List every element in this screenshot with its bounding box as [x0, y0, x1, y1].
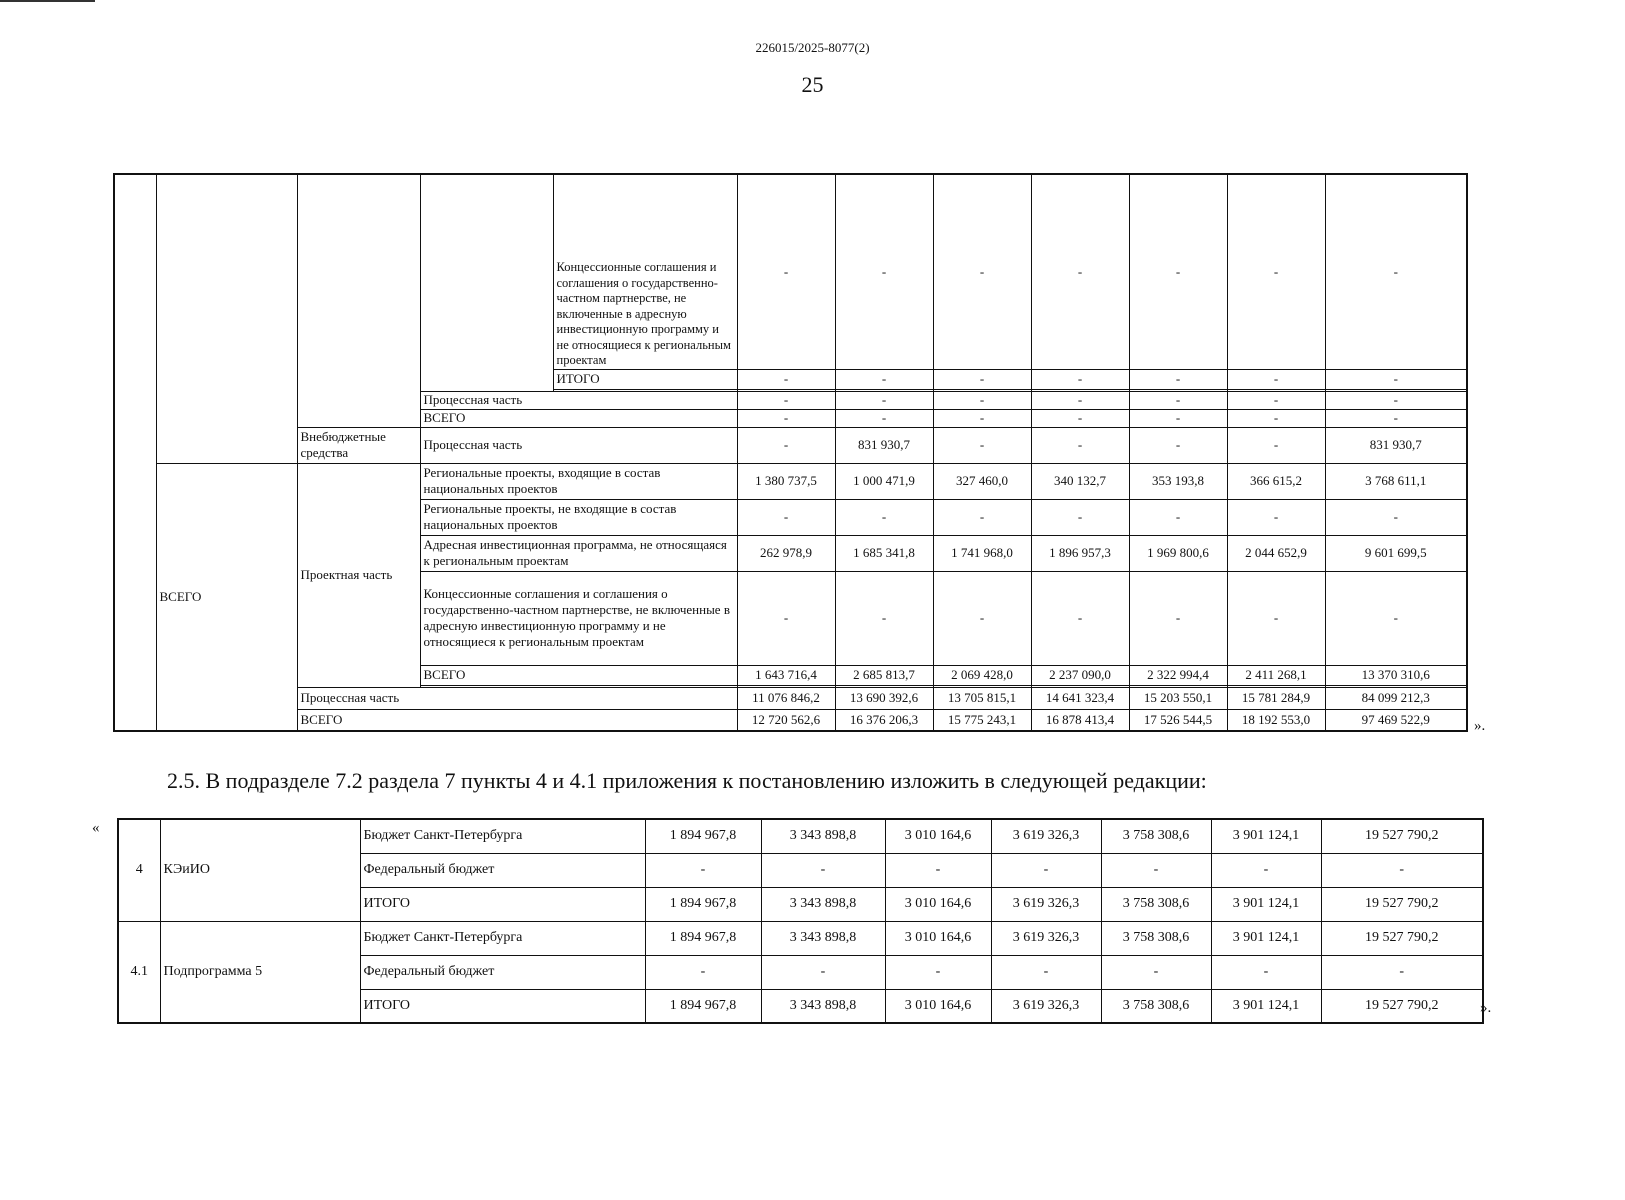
- value-cell: -: [933, 369, 1031, 389]
- value-cell: 15 781 284,9: [1227, 687, 1325, 709]
- value-cell: -: [1325, 499, 1467, 535]
- value-cell: -: [1325, 409, 1467, 427]
- value-cell: -: [737, 391, 835, 409]
- value-cell: 3 010 164,6: [885, 887, 991, 921]
- concession-row: [114, 174, 1467, 369]
- value-cell: 1 380 737,5: [737, 463, 835, 499]
- value-cell: 3 619 326,3: [991, 989, 1101, 1023]
- subprogram-table: [117, 818, 1484, 1024]
- value-cell: -: [1321, 955, 1483, 989]
- value-cell: 3 901 124,1: [1211, 819, 1321, 853]
- grand-total-label: ВСЕГО: [297, 709, 737, 731]
- value-cell: 3 010 164,6: [885, 819, 991, 853]
- value-cell: 2 411 268,1: [1227, 665, 1325, 685]
- value-cell: 14 641 323,4: [1031, 687, 1129, 709]
- value-cell: -: [1325, 174, 1467, 369]
- value-cell: -: [1325, 571, 1467, 665]
- vsego-label: ВСЕГО: [420, 409, 737, 427]
- regional-out-label: Региональные проекты, не входящие в состав национальных проектов: [420, 499, 737, 535]
- value-cell: -: [1227, 409, 1325, 427]
- value-cell: 831 930,7: [835, 427, 933, 463]
- empty-cell: [420, 174, 553, 391]
- value-cell: 1 894 967,8: [645, 819, 761, 853]
- value-cell: -: [835, 409, 933, 427]
- value-cell: -: [1227, 427, 1325, 463]
- value-cell: 12 720 562,6: [737, 709, 835, 731]
- value-cell: 15 203 550,1: [1129, 687, 1227, 709]
- value-cell: -: [761, 853, 885, 887]
- value-cell: -: [835, 174, 933, 369]
- value-cell: -: [761, 955, 885, 989]
- value-cell: 3 343 898,8: [761, 819, 885, 853]
- value-cell: 17 526 544,5: [1129, 709, 1227, 731]
- value-cell: 3 619 326,3: [991, 819, 1101, 853]
- value-cell: -: [885, 853, 991, 887]
- value-cell: 353 193,8: [1129, 463, 1227, 499]
- value-cell: 11 076 846,2: [737, 687, 835, 709]
- value-cell: -: [737, 174, 835, 369]
- value-cell: -: [1129, 427, 1227, 463]
- value-cell: 3 758 308,6: [1101, 921, 1211, 955]
- budget-label: Бюджет Санкт-Петербурга: [360, 921, 645, 955]
- value-cell: 1 894 967,8: [645, 989, 761, 1023]
- extrabudget-label: Внебюджетные средства: [297, 427, 420, 463]
- table2-close-quote: ».: [1480, 1000, 1492, 1016]
- value-cell: -: [835, 499, 933, 535]
- value-cell: -: [1101, 853, 1211, 887]
- value-cell: -: [885, 955, 991, 989]
- value-cell: 1 894 967,8: [645, 887, 761, 921]
- value-cell: -: [1227, 499, 1325, 535]
- value-cell: 15 775 243,1: [933, 709, 1031, 731]
- row-name: Подпрограмма 5: [160, 921, 360, 1023]
- value-cell: -: [1031, 427, 1129, 463]
- value-cell: 9 601 699,5: [1325, 535, 1467, 571]
- value-cell: 3 343 898,8: [761, 989, 885, 1023]
- project-part-label: Проектная часть: [297, 463, 420, 687]
- value-cell: -: [1129, 499, 1227, 535]
- value-cell: 18 192 553,0: [1227, 709, 1325, 731]
- value-cell: -: [1129, 174, 1227, 369]
- value-cell: -: [1129, 369, 1227, 389]
- value-cell: 1 896 957,3: [1031, 535, 1129, 571]
- value-cell: -: [1031, 499, 1129, 535]
- value-cell: -: [1031, 571, 1129, 665]
- value-cell: 2 322 994,4: [1129, 665, 1227, 685]
- value-cell: -: [1031, 174, 1129, 369]
- value-cell: 2 069 428,0: [933, 665, 1031, 685]
- budget-label: Федеральный бюджет: [360, 853, 645, 887]
- value-cell: -: [933, 409, 1031, 427]
- document-number: 226015/2025-8077(2): [755, 40, 870, 55]
- value-cell: 3 768 611,1: [1325, 463, 1467, 499]
- amendment-paragraph: 2.5. В подразделе 7.2 раздела 7 пункты 4 и 4.1 приложения к постановлению изложить в следующей редакции:: [167, 768, 1207, 793]
- value-cell: -: [1129, 571, 1227, 665]
- value-cell: 3 010 164,6: [885, 921, 991, 955]
- value-cell: 340 132,7: [1031, 463, 1129, 499]
- value-cell: -: [1227, 571, 1325, 665]
- empty-cell: [156, 174, 297, 463]
- regional-in-label: Региональные проекты, входящие в состав национальных проектов: [420, 463, 737, 499]
- grand-total-row: [114, 709, 1467, 731]
- row-name: КЭиИО: [160, 819, 360, 921]
- value-cell: -: [737, 369, 835, 389]
- budget-label: Федеральный бюджет: [360, 955, 645, 989]
- total-block-label: ВСЕГО: [156, 463, 297, 731]
- value-cell: -: [737, 571, 835, 665]
- value-cell: -: [1325, 391, 1467, 409]
- value-cell: -: [1031, 391, 1129, 409]
- value-cell: 327 460,0: [933, 463, 1031, 499]
- value-cell: 831 930,7: [1325, 427, 1467, 463]
- process-total-row: [114, 687, 1467, 709]
- value-cell: -: [645, 955, 761, 989]
- value-cell: 2 237 090,0: [1031, 665, 1129, 685]
- value-cell: 19 527 790,2: [1321, 819, 1483, 853]
- value-cell: -: [991, 853, 1101, 887]
- value-cell: 13 370 310,6: [1325, 665, 1467, 685]
- top-edge-line: [0, 0, 95, 2]
- row-number: 4: [118, 819, 160, 921]
- empty-number-column: [114, 174, 156, 731]
- aip-label: Адресная инвестиционная программа, не относящаяся к региональным проектам: [420, 535, 737, 571]
- value-cell: 2 685 813,7: [835, 665, 933, 685]
- value-cell: -: [933, 391, 1031, 409]
- value-cell: -: [737, 409, 835, 427]
- value-cell: 3 619 326,3: [991, 887, 1101, 921]
- value-cell: -: [933, 499, 1031, 535]
- value-cell: 19 527 790,2: [1321, 921, 1483, 955]
- value-cell: 3 010 164,6: [885, 989, 991, 1023]
- value-cell: -: [991, 955, 1101, 989]
- value-cell: 3 901 124,1: [1211, 887, 1321, 921]
- value-cell: 16 376 206,3: [835, 709, 933, 731]
- value-cell: 3 758 308,6: [1101, 819, 1211, 853]
- budget-label: ИТОГО: [360, 989, 645, 1023]
- value-cell: -: [1031, 409, 1129, 427]
- value-cell: 19 527 790,2: [1321, 887, 1483, 921]
- value-cell: 3 343 898,8: [761, 887, 885, 921]
- value-cell: -: [645, 853, 761, 887]
- value-cell: 97 469 522,9: [1325, 709, 1467, 731]
- value-cell: -: [1101, 955, 1211, 989]
- value-cell: -: [933, 571, 1031, 665]
- value-cell: 3 343 898,8: [761, 921, 885, 955]
- value-cell: -: [1129, 409, 1227, 427]
- value-cell: 1 000 471,9: [835, 463, 933, 499]
- value-cell: 19 527 790,2: [1321, 989, 1483, 1023]
- value-cell: -: [835, 391, 933, 409]
- value-cell: -: [835, 571, 933, 665]
- table-row: [118, 819, 1483, 853]
- value-cell: 3 758 308,6: [1101, 989, 1211, 1023]
- table2-open-quote: «: [92, 820, 100, 836]
- value-cell: 13 705 815,1: [933, 687, 1031, 709]
- value-cell: -: [1227, 174, 1325, 369]
- process-label: Процессная часть: [420, 391, 737, 409]
- budget-label: ИТОГО: [360, 887, 645, 921]
- value-cell: 1 685 341,8: [835, 535, 933, 571]
- row-number: 4.1: [118, 921, 160, 1023]
- value-cell: -: [1325, 369, 1467, 389]
- extrabudget-process-label: Процессная часть: [420, 427, 737, 463]
- value-cell: 366 615,2: [1227, 463, 1325, 499]
- value-cell: 1 969 800,6: [1129, 535, 1227, 571]
- value-cell: -: [1227, 391, 1325, 409]
- value-cell: 16 878 413,4: [1031, 709, 1129, 731]
- value-cell: -: [737, 499, 835, 535]
- empty-cell: [297, 174, 420, 427]
- value-cell: -: [1031, 369, 1129, 389]
- value-cell: -: [1211, 955, 1321, 989]
- value-cell: 3 901 124,1: [1211, 989, 1321, 1023]
- value-cell: 2 044 652,9: [1227, 535, 1325, 571]
- value-cell: -: [1227, 369, 1325, 389]
- financing-table: [113, 173, 1468, 732]
- value-cell: 3 619 326,3: [991, 921, 1101, 955]
- concession-2-label: Концессионные соглашения и соглашения о государственно-частном партнерстве, не включенные в адресную инвестиционную программу и не относящиеся к региональным проектам: [420, 571, 737, 665]
- value-cell: -: [737, 427, 835, 463]
- value-cell: 3 758 308,6: [1101, 887, 1211, 921]
- table1-close-quote: ».: [1474, 718, 1486, 734]
- value-cell: -: [835, 369, 933, 389]
- concession-label: Концессионные соглашения и соглашения о государственно-частном партнерстве, не включенные в адресную инвестиционную программу и не относящиеся к региональным проектам: [553, 174, 737, 369]
- value-cell: -: [1211, 853, 1321, 887]
- value-cell: 13 690 392,6: [835, 687, 933, 709]
- value-cell: -: [933, 174, 1031, 369]
- table-row: [118, 921, 1483, 955]
- value-cell: 3 901 124,1: [1211, 921, 1321, 955]
- value-cell: 1 643 716,4: [737, 665, 835, 685]
- budget-label: Бюджет Санкт-Петербурга: [360, 819, 645, 853]
- value-cell: -: [1321, 853, 1483, 887]
- regional-in-row: [114, 463, 1467, 499]
- page-number: 25: [801, 72, 824, 97]
- value-cell: -: [933, 427, 1031, 463]
- process-total-label: Процессная часть: [297, 687, 737, 709]
- extrabudget-row: [114, 427, 1467, 463]
- value-cell: 1 741 968,0: [933, 535, 1031, 571]
- value-cell: -: [1129, 391, 1227, 409]
- project-total-label: ВСЕГО: [420, 665, 737, 685]
- value-cell: 262 978,9: [737, 535, 835, 571]
- value-cell: 1 894 967,8: [645, 921, 761, 955]
- itogo-label: ИТОГО: [553, 369, 737, 389]
- value-cell: 84 099 212,3: [1325, 687, 1467, 709]
